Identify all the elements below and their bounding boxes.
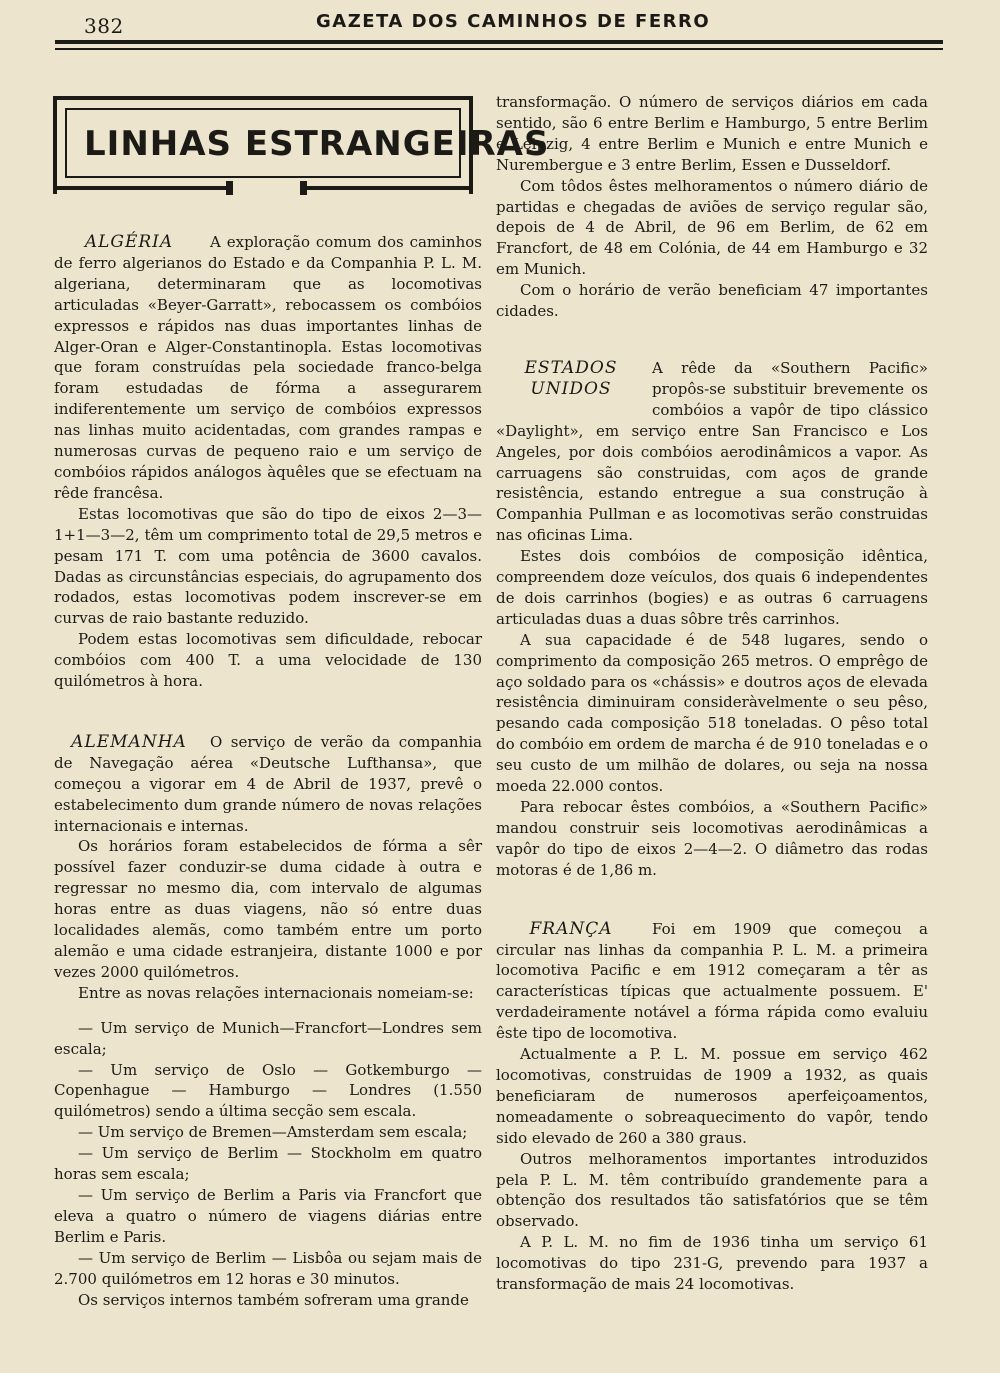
algeria-paragraph-2: Estas locomotivas que são do tipo de eixos 2—3—1+1—3—2, têm um comprimento total de 29,5 metros e pesam 171 T. com uma potência de 3600 cavalos. Dadas as circunstâncias especiais, do agrupamento dos rodados, estas locomotivas podem inscrever-se em curvas de raio bastante reduzido.: [54, 504, 482, 628]
section-heading-franca: FRANÇA: [529, 918, 613, 939]
section-franca: [496, 919, 928, 1295]
title-frame-foot-left: [53, 186, 233, 190]
section-heading-alemanha: ALEMANHA: [71, 731, 187, 752]
section-alemanha: [54, 732, 482, 1310]
list-item: — Um serviço de Bremen—Amsterdam sem escala;: [78, 1123, 468, 1142]
eua-paragraph-3: A sua capacidade é de 548 lugares, sendo o comprimento da composição 265 metros. O emprêgo de aço soldado para os «chássis» e doutros aços de elevada resistência diminuiram consideràvelmente o seu pêso, pesando cada composição 518 toneladas. O pêso total do combóio em ordem de marcha é de 910 toneladas e o seu custo de um milhão de dolares, ou seja na nossa moeda 22.000 contos.: [496, 630, 928, 796]
article-title: LINHAS ESTRANGEIRAS: [84, 124, 550, 164]
left-column: [54, 232, 482, 1310]
eua-paragraph-1: A rêde da «Southern Pacific» propôs-se substituir brevemente os combóios a vapôr de tipo clássico «Daylight», em serviço entre San Francisco e Los Angeles, por dois combóios aerodinâmicos a vapor. As carruagens são construidas, com aços de grande resistência, estando entregue a sua construção à Companhia Pullman e as locomotivas serão construidas nas oficinas Lima.: [496, 358, 928, 545]
section-heading-algeria: ALGÉRIA: [84, 232, 174, 252]
header-rule-thin: [55, 48, 943, 50]
list-item: — Um serviço de Berlim — Stockholm em quatro horas sem escala;: [54, 1144, 482, 1184]
list-item: — Um serviço de Berlim — Lisbôa ou sejam mais de 2.700 quilómetros em 12 horas e 30 minutos.: [54, 1248, 482, 1288]
journal-title: GAZETA DOS CAMINHOS DE FERRO: [316, 11, 711, 32]
franca-paragraph-4: A P. L. M. no fim de 1936 tinha um serviço 61 locomotivas do tipo 231-G, prevendo para 1937 a transformação de mais 24 locomotivas.: [496, 1233, 928, 1294]
eua-paragraph-4: Para rebocar êstes combóios, a «Southern Pacific» mandou construir seis locomotivas aerodinâmicas a vapôr do tipo de eixos 2—4—2. O diâmetro das rodas motoras é de 1,86 m.: [496, 798, 928, 879]
alemanha-paragraph-4: Com tôdos êstes melhoramentos o número diário de partidas e chegadas de aviões de serviço regular são, depois de 4 de Abril, de 96 em Berlim, de 62 em Francfort, de 48 em Colónia, de 44 em Hamburgo e 32 em Munich.: [496, 176, 928, 279]
franca-paragraph-2: Actualmente a P. L. M. possue em serviço 462 locomotivas, construidas de 1909 a 1932, as quais beneficiaram de numerosos aperfeiçoamentos, nomeadamente o sobreaquecimento do vapôr, tendo sido elevado de 260 a 380 graus.: [496, 1045, 928, 1147]
list-item: — Um serviço de Berlim a Paris via Francfort que eleva a quatro o número de viagens diárias entre Berlim e Paris.: [54, 1185, 482, 1246]
alemanha-paragraph-2: Os horários foram estabelecidos de fórma a sêr possível fazer conduzir-se duma cidade à outra e regressar no mesmo dia, com intervalo de algumas horas entre as duas viagens, não só entre duas localidades alemãs, como também entre um porto alemão e uma cidade estranjeira, distante 1000 e por vezes 2000 quilómetros.: [54, 837, 482, 981]
algeria-paragraph-3: Podem estas locomotivas sem dificuldade, rebocar combóios com 400 T. a uma velocidade de 130 quilómetros à hora.: [54, 630, 482, 691]
alemanha-paragraph-3: Entre as novas relações internacionais nomeiam-se:: [78, 983, 474, 1002]
section-heading-estados-unidos: [496, 358, 646, 402]
header-rule-thick: [55, 40, 943, 44]
alemanha-paragraph-1: O serviço de verão da companhia de Navegação aérea «Deutsche Lufthansa», que começou a vigorar em 4 de Abril de 1937, prevê o estabelecimento dum grande número de novas relações internacionais e internas.: [54, 732, 482, 835]
alemanha-closing-start: Os serviços internos também sofreram uma grande: [78, 1290, 469, 1309]
heading-line-2: UNIDOS: [530, 378, 612, 399]
eua-paragraph-2: Estes dois combóios de composição idêntica, compreendem doze veículos, dos quais 6 independentes de dois carrinhos (bogies) e as outras 6 carruagens articuladas duas a duas sôbre três carrinhos.: [496, 547, 928, 628]
right-column: [496, 92, 928, 1295]
list-spacer: [54, 1004, 482, 1018]
title-frame-foot-right: [300, 186, 473, 190]
title-frame-tick-right: [300, 181, 307, 195]
page-number: 382: [84, 14, 124, 38]
algeria-paragraph-1: A exploração comum dos caminhos de ferro algerianos do Estado e da Companhia P. L. M. algeriana, determinaram que as locomotivas articuladas «Beyer-Garratt», rebocassem os combóios expressos e rápidos nas duas importantes linhas de Alger-Oran e Alger-Constantinopla. Estas locomotivas que foram construídas pela sociedade franco-belga foram estudadas de fórma a assegurarem indiferentemente um serviço de combóios expressos nas linhas muito acidentadas, com grandes rampas e numerosas curvas de pequeno raio e um serviço de combóios rápidos análogos àquêles que se efectuam na rêde francêsa.: [54, 233, 482, 502]
list-item: — Um serviço de Munich—Francfort—Londres sem escala;: [54, 1018, 482, 1058]
franca-paragraph-1: Foi em 1909 que começou a circular nas linhas da companhia P. L. M. a primeira locomotiva Pacific e em 1912 começaram a têr as características típicas que actualmente possuem. E' verdadeiramente notável a fórma rápida como evaluiu êste tipo de locomotiva.: [496, 919, 928, 1043]
section-algeria: [54, 232, 482, 692]
franca-paragraph-3: Outros melhoramentos importantes introduzidos pela P. L. M. têm contribuído grandemente para a obtenção dos resultados tão satisfatórios que se têm observado.: [496, 1149, 928, 1231]
section-estados-unidos: [496, 358, 928, 881]
title-frame-tick-left: [226, 181, 233, 195]
list-item: — Um serviço de Oslo — Gotkemburgo — Copenhague — Hamburgo — Londres (1.550 quilómetros) sendo a última secção sem escala.: [54, 1060, 482, 1121]
alemanha-continuation: transformação. O número de serviços diários em cada sentido, são 6 entre Berlim e Hamburgo, 5 entre Berlim e Leipzig, 4 entre Berlim e Munich e entre Munich e Nurembergue e 3 entre Berlim, Essen e Dusseldorf.: [496, 93, 928, 174]
heading-line-1: ESTADOS: [524, 357, 618, 378]
alemanha-paragraph-5: Com o horário de verão beneficiam 47 importantes cidades.: [496, 281, 928, 321]
